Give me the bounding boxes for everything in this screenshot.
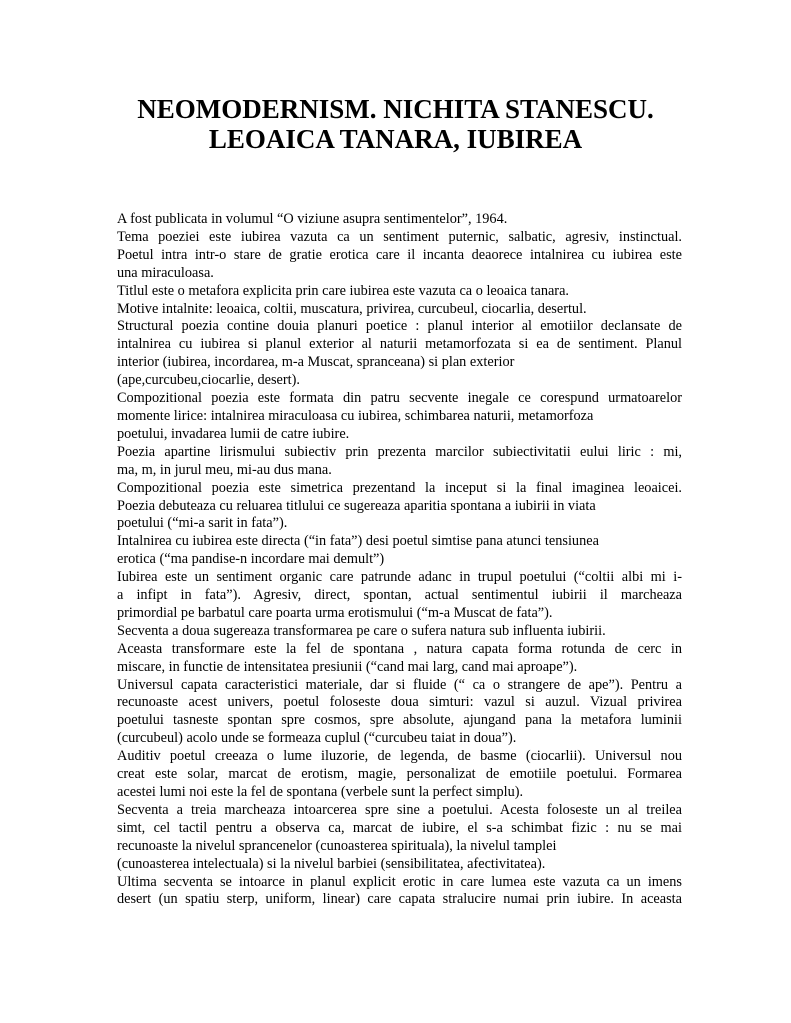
- title-line-2: LEOAICA TANARA, IUBIREA: [208, 124, 583, 154]
- text-line: miscare, in functie de intensitatea presiunii (“cand mai larg, cand mai aproape”).: [117, 658, 578, 675]
- text-line: erotica (“ma pandise-n incordare mai demult”): [117, 551, 385, 568]
- text-line: Auditiv poetul creeaza o lume iluzorie, de legenda, de basme (ciocarlii). Universul nou: [117, 748, 682, 765]
- text-line: Intalnirea cu iubirea este directa (“in fata”) desi poetul simtise pana atunci tensiunea: [117, 533, 599, 550]
- text-line: A fost publicata in volumul “O viziune asupra sentimentelor”, 1964.: [117, 211, 508, 227]
- text-line: poetului tasneste spontan spre cosmos, spre absolute, ajungand pana la metafora luminii: [117, 712, 682, 729]
- text-line: Ultima secventa se intoarce in planul explicit erotic in care lumea este vazuta ca un imens: [117, 873, 682, 890]
- text-line: intalnirea cu iubirea si planul exterior al naturii metamorfozata si ea de sentiment. Planul: [117, 336, 682, 353]
- text-line: momente lirice: intalnirea miraculoasa cu iubirea, schimbarea naturii, metamorfoza: [117, 407, 594, 424]
- text-line: poetului, invadarea lumii de catre iubire.: [117, 425, 350, 442]
- text-line: a infipt in fata”). Agresiv, direct, spontan, actual sentimentul iubirii il marcheaza: [117, 587, 682, 604]
- text-line: acestei lumi noi este la fel de spontana (verbele sunt la perfect simplu).: [117, 784, 524, 800]
- text-line: interior (iubirea, incordarea, m-a Muscat, spranceana) si plan exterior: [117, 354, 515, 371]
- text-line: Poezia apartine lirismului subiectiv prin prezenta marcilor subiectivitatii eului liric : mi,: [117, 443, 682, 460]
- text-line: primordial pe barbatul care poarta urma erotismului (“m-a Muscat de fata”).: [117, 604, 553, 621]
- body-text: [117, 211, 682, 909]
- text-line: una miraculoasa.: [117, 264, 214, 281]
- text-line: Aceasta transformare este la fel de spontana , natura capata forma rotunda de cerc in: [117, 640, 682, 657]
- title-line-1: NEOMODERNISM. NICHITA STANESCU.: [137, 94, 654, 124]
- text-line: Compozitional poezia este simetrica prezentand la inceput si la final imaginea leoaicei.: [117, 479, 682, 496]
- text-line: Poezia debuteaza cu reluarea titlului ce sugereaza aparitia spontana a iubirii in viata: [117, 497, 596, 514]
- text-line: Universul capata caracteristici materiale, dar si fluide (“ ca o strangere de ape”). Pentru a: [117, 676, 682, 693]
- text-line: recunoaste acest univers, poetul foloseste doua simturi: vazul si auzul. Vizual privirea: [117, 694, 682, 711]
- page-title: [60, 94, 731, 154]
- text-line: Secventa a doua sugereaza transformarea pe care o sufera natura sub influenta iubirii.: [117, 622, 606, 639]
- text-line: Titlul este o metafora explicita prin care iubirea este vazuta ca o leoaica tanara.: [117, 282, 569, 299]
- text-line: Structural poezia contine douia planuri poetice : planul interior al emotiilor declansate de: [117, 318, 682, 335]
- text-line: Tema poeziei este iubirea vazuta ca un sentiment puternic, salbatic, agresiv, instinctual.: [117, 228, 682, 245]
- text-line: creat este solar, marcat de erotism, magie, personalizat de emotiile poetului. Formarea: [117, 766, 682, 783]
- text-line: (cunoasterea intelectuala) si la nivelul barbiei (sensibilitatea, afectivitatea).: [117, 855, 546, 872]
- text-line: Iubirea este un sentiment organic care patrunde adanc in trupul poetului (“coltii albi mi i-: [117, 569, 682, 586]
- text-line: simt, cel tactil pentru a observa ca, marcat de iubire, el s-a schimbat fizic : nu se mai: [117, 819, 682, 836]
- text-line: (curcubeul) acolo unde se formeaza cuplul (“curcubeu taiat in doua”).: [117, 730, 517, 747]
- text-line: Motive intalnite: leoaica, coltii, muscatura, privirea, curcubeul, ciocarlia, desertul.: [117, 300, 587, 317]
- text-line: poetului (“mi-a sarit in fata”).: [117, 515, 288, 532]
- text-line: (ape,curcubeu,ciocarlie, desert).: [117, 372, 300, 389]
- text-line: ma, m, in jurul meu, mi-au dus mana.: [117, 461, 332, 478]
- text-line: desert (un spatiu sterp, uniform, linear) care capata stralucire numai prin iubire. In aceasta: [117, 891, 682, 908]
- text-line: Poetul intra intr-o stare de gratie erotica care il incanta deaorece intalnirea cu iubirea este: [117, 246, 682, 263]
- text-line: recunoaste la nivelul sprancenelor (cunoasterea spirituala), la nivelul tamplei: [117, 837, 557, 854]
- text-line: Compozitional poezia este formata din patru secvente inegale ce corespund urmatoarelor: [117, 390, 682, 407]
- text-line: Secventa a treia marcheaza intoarcerea spre sine a poetului. Acesta foloseste un al treilea: [117, 801, 682, 818]
